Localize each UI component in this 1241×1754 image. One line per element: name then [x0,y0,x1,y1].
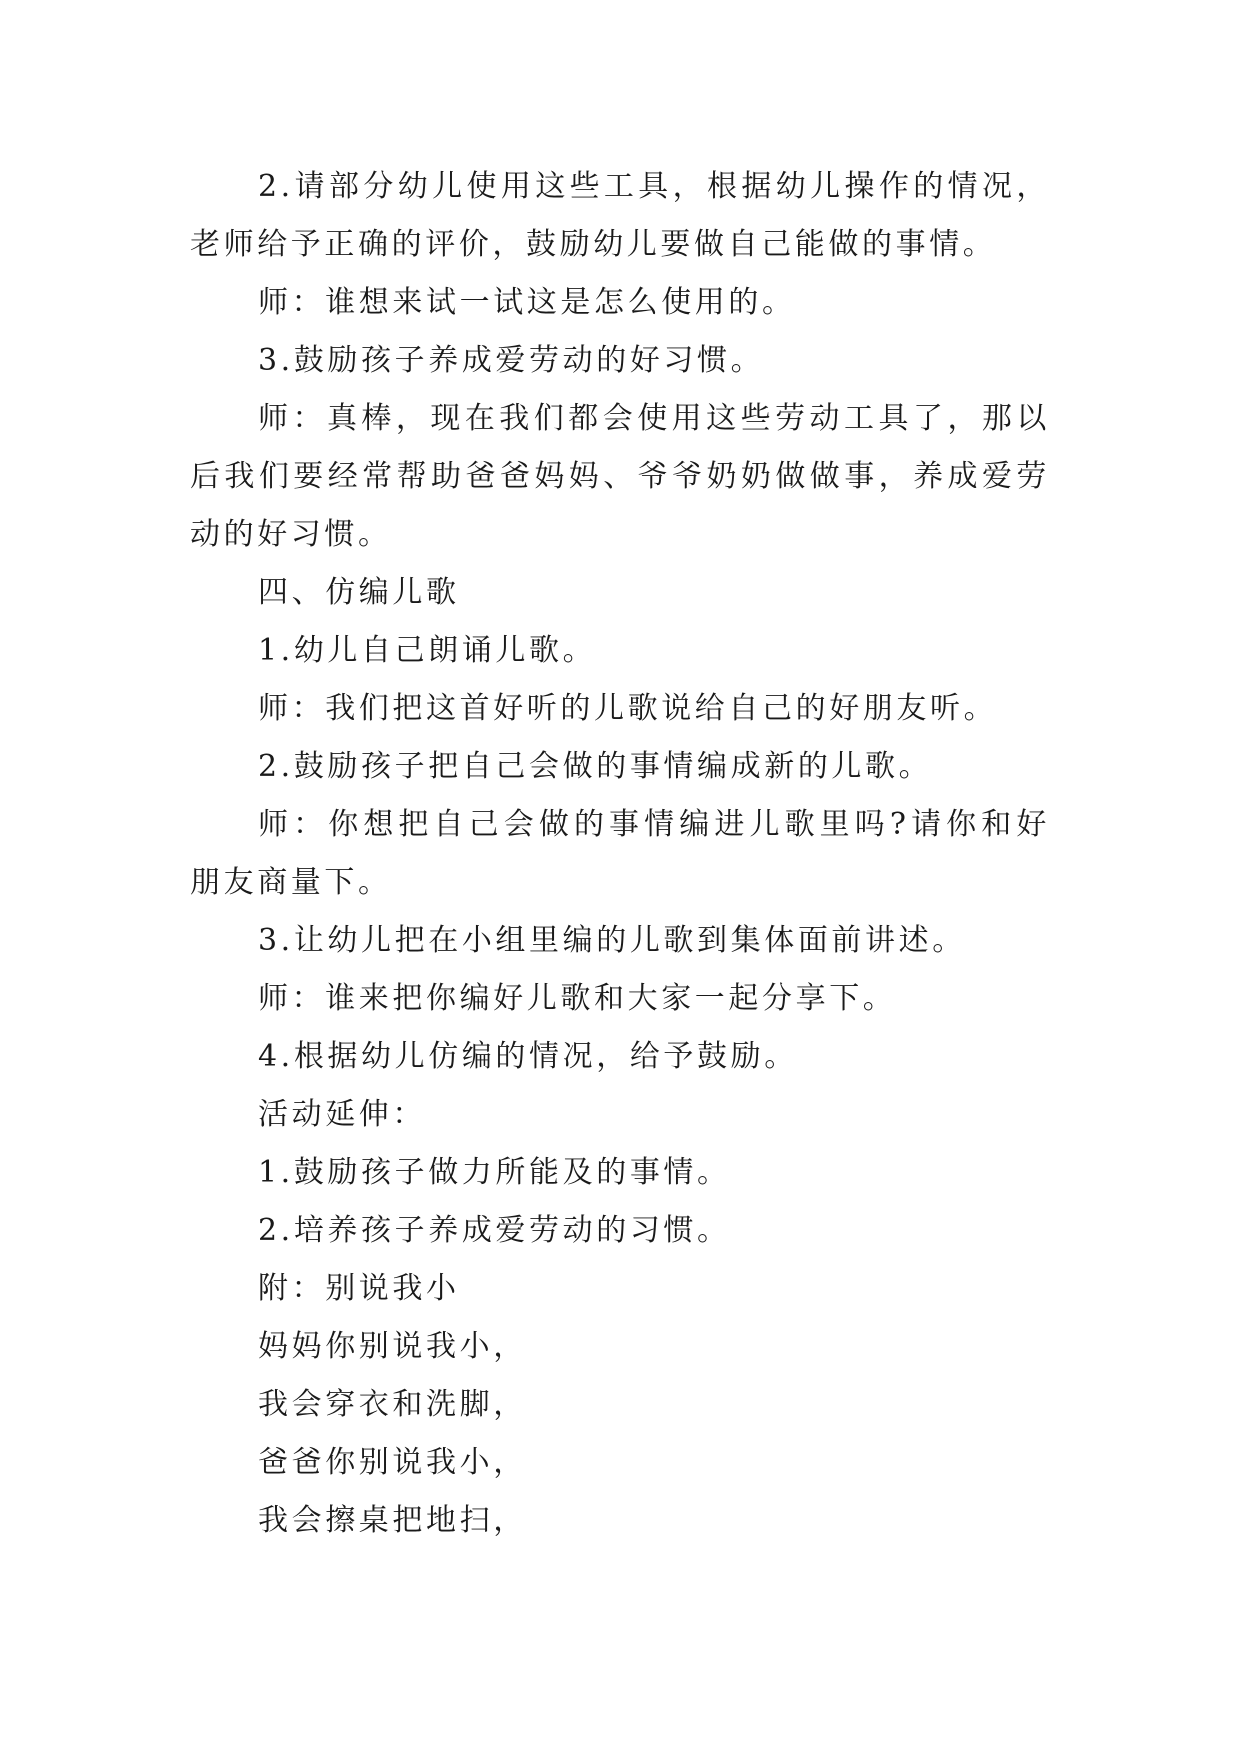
poem-line: 爸爸你别说我小， [258,1445,527,1480]
paragraph-rhyme-step-2: 2.鼓励孩子把自己会做的事情编成新的儿歌。 [258,749,933,784]
document-body [190,158,1050,1550]
section-heading-rhyme: 四、仿编儿歌 [258,575,460,610]
poem-line: 我会擦桌把地扫， [258,1503,527,1538]
paragraph-teacher-praise: 师：真棒，现在我们都会使用这些劳动工具了，那以后我们要经常帮助爸爸妈妈、爷爷奶奶做做事，养成爱劳动的好习惯。 [190,401,1050,552]
paragraph-teacher-group-share: 师：谁来把你编好儿歌和大家一起分享下。 [258,981,897,1016]
paragraph-rhyme-step-3: 3.让幼儿把在小组里编的儿歌到集体面前讲述。 [258,923,966,958]
paragraph-step-2-use-tools: 2.请部分幼儿使用这些工具，根据幼儿操作的情况，老师给予正确的评价，鼓励幼儿要做自己能做的事情。 [190,169,1050,262]
paragraph-teacher-share: 师：我们把这首好听的儿歌说给自己的好朋友听。 [258,691,998,726]
paragraph-teacher-try: 师：谁想来试一试这是怎么使用的。 [258,285,796,320]
poem-line: 我会穿衣和洗脚， [258,1387,527,1422]
paragraph-extension-2: 2.培养孩子养成爱劳动的习惯。 [258,1213,731,1248]
paragraph-extension-1: 1.鼓励孩子做力所能及的事情。 [258,1155,731,1190]
paragraph-teacher-discuss: 师：你想把自己会做的事情编进儿歌里吗?请你和好朋友商量下。 [190,807,1050,900]
paragraph-step-3-habit: 3.鼓励孩子养成爱劳动的好习惯。 [258,343,765,378]
section-heading-extension: 活动延伸： [258,1097,426,1132]
poem-line: 妈妈你别说我小， [258,1329,527,1364]
paragraph-rhyme-step-4: 4.根据幼儿仿编的情况，给予鼓励。 [258,1039,798,1074]
paragraph-rhyme-step-1: 1.幼儿自己朗诵儿歌。 [258,633,597,668]
appendix-title: 附：别说我小 [258,1271,460,1306]
